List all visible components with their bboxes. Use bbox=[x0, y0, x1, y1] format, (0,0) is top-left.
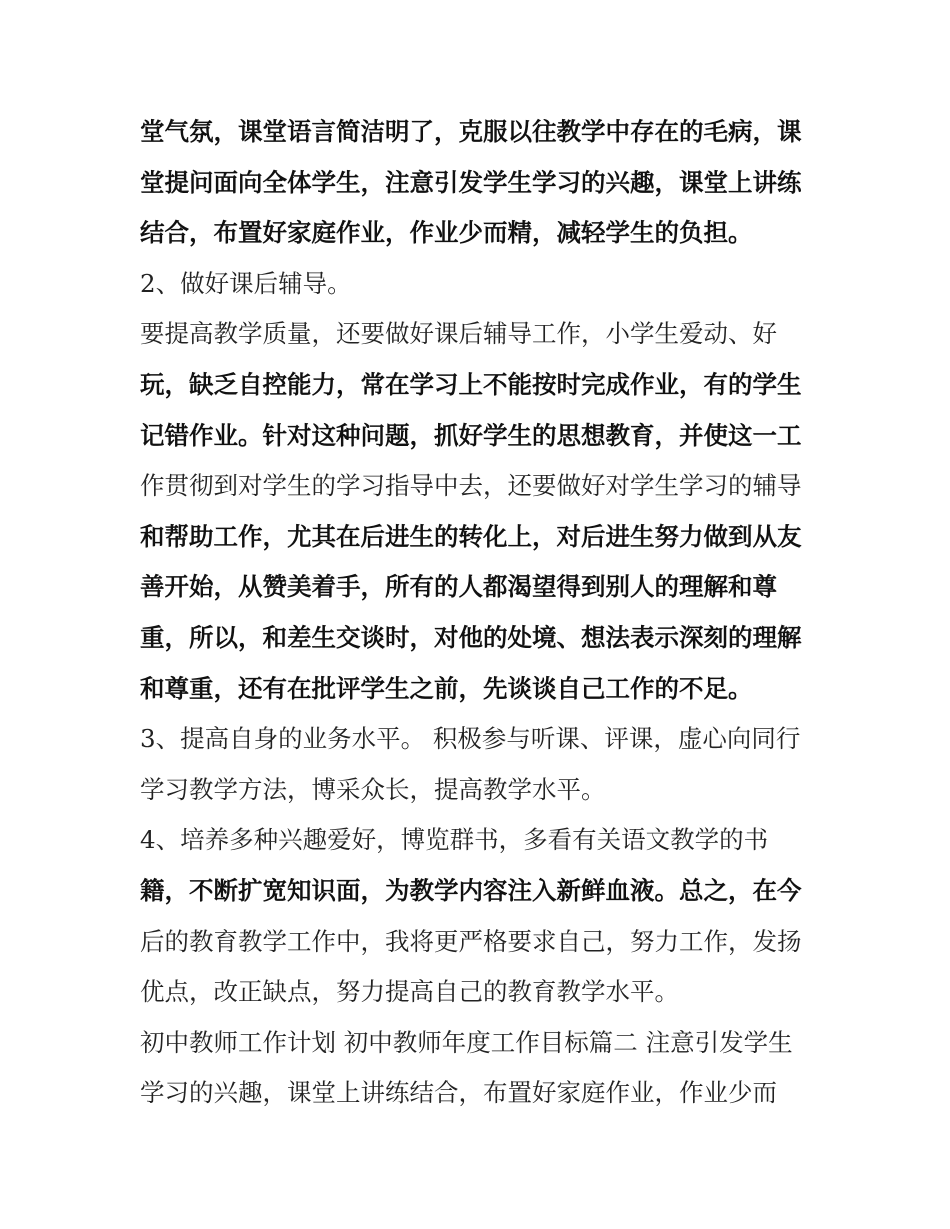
text-line: 学习的兴趣，课堂上讲练结合，布置好家庭作业，作业少而 bbox=[140, 1078, 777, 1108]
text-line: 后的教育教学工作中，我将更严格要求自己，努力工作，发扬 bbox=[140, 926, 802, 956]
document-body bbox=[140, 107, 830, 1119]
text-line: 堂提问面向全体学生，注意引发学生学习的兴趣，课堂上讲练 bbox=[140, 167, 802, 197]
text-line: 3、提高自身的业务水平。 积极参与听课、评课，虚心向同行 bbox=[140, 724, 801, 754]
text-line: 学习教学方法，博采众长，提高教学水平。 bbox=[140, 774, 606, 804]
text-line: 堂气氛，课堂语言简洁明了，克服以往教学中存在的毛病，课 bbox=[140, 117, 802, 146]
text-line: 和尊重，还有在批评学生之前，先谈谈自己工作的不足。 bbox=[140, 673, 753, 703]
text-line: 记错作业。针对这种问题，抓好学生的思想教育，并使这一工 bbox=[140, 420, 802, 450]
text-line: 2、做好课后辅导。 bbox=[140, 268, 352, 298]
text-line: 作贯彻到对学生的学习指导中去，还要做好对学生学习的辅导 bbox=[140, 471, 802, 501]
text-line: 籍，不断扩宽知识面，为教学内容注入新鲜血液。总之，在今 bbox=[140, 875, 802, 905]
text-line: 玩，缺乏自控能力，常在学习上不能按时完成作业，有的学生 bbox=[140, 369, 802, 399]
text-line: 结合，布置好家庭作业，作业少而精，减轻学生的负担。 bbox=[140, 218, 753, 248]
text-line: 和帮助工作，尤其在后进生的转化上，对后进生努力做到从友 bbox=[140, 521, 802, 551]
text-line: 要提高教学质量，还要做好课后辅导工作，小学生爱动、好 bbox=[140, 319, 777, 349]
text-line: 重，所以，和差生交谈时，对他的处境、想法表示深刻的理解 bbox=[140, 622, 802, 652]
text-line: 初中教师工作计划 初中教师年度工作目标篇二 注意引发学生 bbox=[140, 1027, 793, 1057]
text-line: 优点，改正缺点，努力提高自己的教育教学水平。 bbox=[140, 977, 679, 1007]
text-line: 善开始，从赞美着手，所有的人都渴望得到别人的理解和尊 bbox=[140, 572, 777, 602]
text-line: 4、培养多种兴趣爱好，博览群书，多看有关语文教学的书 bbox=[140, 825, 769, 855]
